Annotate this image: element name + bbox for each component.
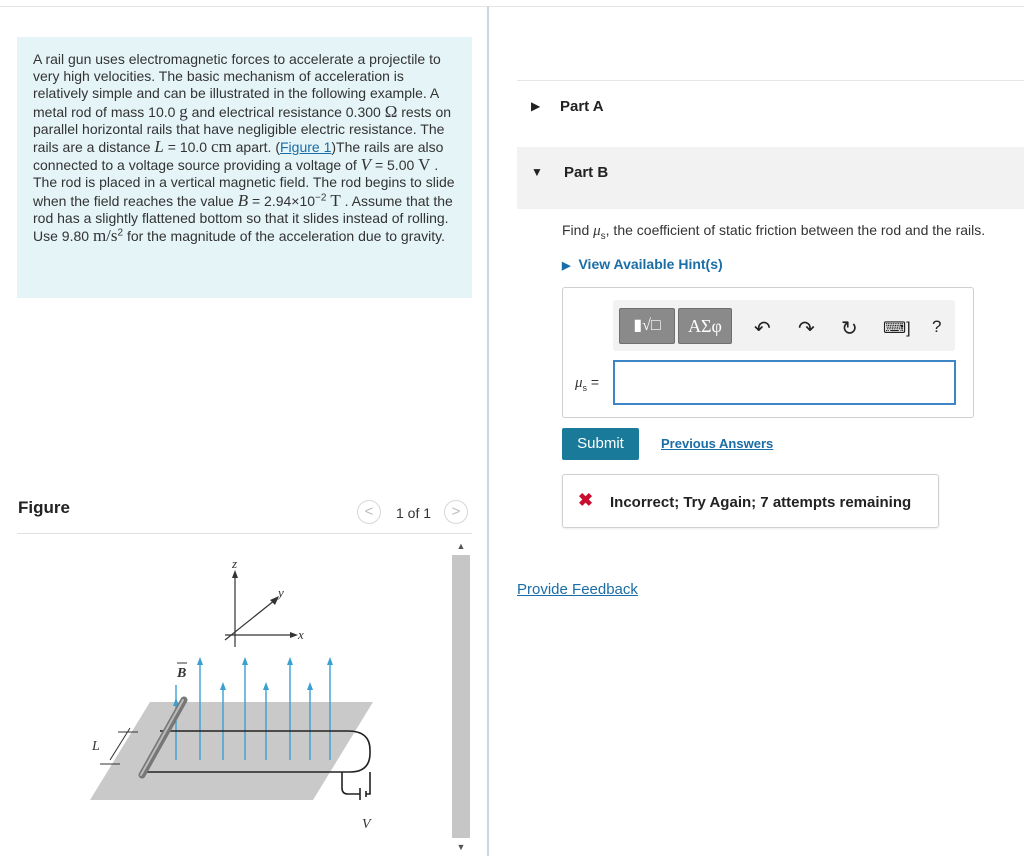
axis-label-y: y (278, 585, 284, 600)
scroll-up-arrow[interactable]: ▲ (456, 541, 466, 551)
scroll-down-arrow[interactable]: ▼ (456, 842, 466, 852)
reset-icon[interactable]: ↻ (841, 318, 858, 340)
field-arrowheads (173, 657, 333, 706)
axis-label-x: x (298, 627, 304, 642)
scroll-thumb[interactable] (452, 555, 470, 838)
math-toolbar (613, 300, 955, 351)
caret-down-icon: ▼ (531, 165, 543, 179)
caret-right-icon: ▶ (531, 99, 541, 113)
figure-link[interactable]: Figure 1 (280, 139, 332, 156)
pane-divider[interactable] (487, 6, 489, 856)
incorrect-icon: ✖ (578, 490, 594, 510)
view-hints-link[interactable]: ▶ View Available Hint(s) (562, 256, 723, 272)
keyboard-icon[interactable]: ⌨] (883, 320, 911, 337)
feedback-message (562, 474, 939, 528)
figure-prev-button[interactable]: < (357, 500, 381, 524)
z-arrowhead (232, 570, 238, 578)
feedback-text: Incorrect; Try Again; 7 attempts remaining (610, 494, 912, 511)
question-text: Find $\mu_s$, the coefficient of static friction between the rod and the rails. (562, 222, 986, 242)
answer-input[interactable] (613, 360, 956, 405)
top-rule (0, 6, 1024, 7)
submit-button[interactable]: Submit (562, 428, 639, 460)
figure-pager: 1 of 1 (396, 505, 432, 521)
figure-scrollbar[interactable] (452, 537, 470, 856)
previous-answers-link[interactable]: Previous Answers (661, 436, 774, 451)
axis-label-z: z (232, 556, 238, 571)
problem-statement: A rail gun uses electromagnetic forces to accelerate a projectile to very high velocities. The basic mechanism of acceleration is relatively simple and can be illustrated in the following example. A metal rod of mass 10.0 g and electrical resistance 0.300 Ω rests on parallel horizontal rails that have negligible electric resistance. The rails are a distance L = 10.0 cm apart. (Figure 1)The rails are also connected to a voltage source providing a voltage of V = 5.00 V . The rod is placed in a vertical magnetic field. The rod begins to slide when the field reaches the value $B = 2.94\times 10^{-2}$ T . Assume that the rod has a slightly flattened bottom so that it slides instead of rolling. Use 9.80 $m/s^2$ for the magnitude of the acceleration due to gravity. (17, 37, 472, 298)
voltage-label: V (362, 817, 371, 832)
templates-button[interactable]: ▮√□ (619, 308, 675, 344)
hint-caret-icon: ▶ (562, 260, 571, 272)
answer-label: $\mu_s$ = (575, 374, 600, 393)
answer-panel (562, 287, 974, 418)
redo-icon[interactable]: ↷ (798, 318, 815, 340)
provide-feedback-link[interactable]: Provide Feedback (517, 581, 638, 598)
x-arrowhead (290, 632, 298, 638)
greek-symbols-button[interactable]: ΑΣφ (678, 308, 732, 344)
B-label: B (177, 666, 187, 681)
figure-title: Figure (18, 498, 70, 517)
figure-next-button[interactable]: > (444, 500, 468, 524)
rail-gun-figure (80, 550, 380, 840)
part-b-header[interactable]: ▼ Part B (517, 147, 1024, 209)
figure-separator (17, 533, 472, 534)
help-icon[interactable]: ? (932, 317, 942, 336)
battery (360, 788, 366, 800)
undo-icon[interactable]: ↶ (754, 318, 771, 340)
L-label: L (92, 739, 100, 754)
part-a-header[interactable]: ▶ Part A (531, 98, 604, 115)
